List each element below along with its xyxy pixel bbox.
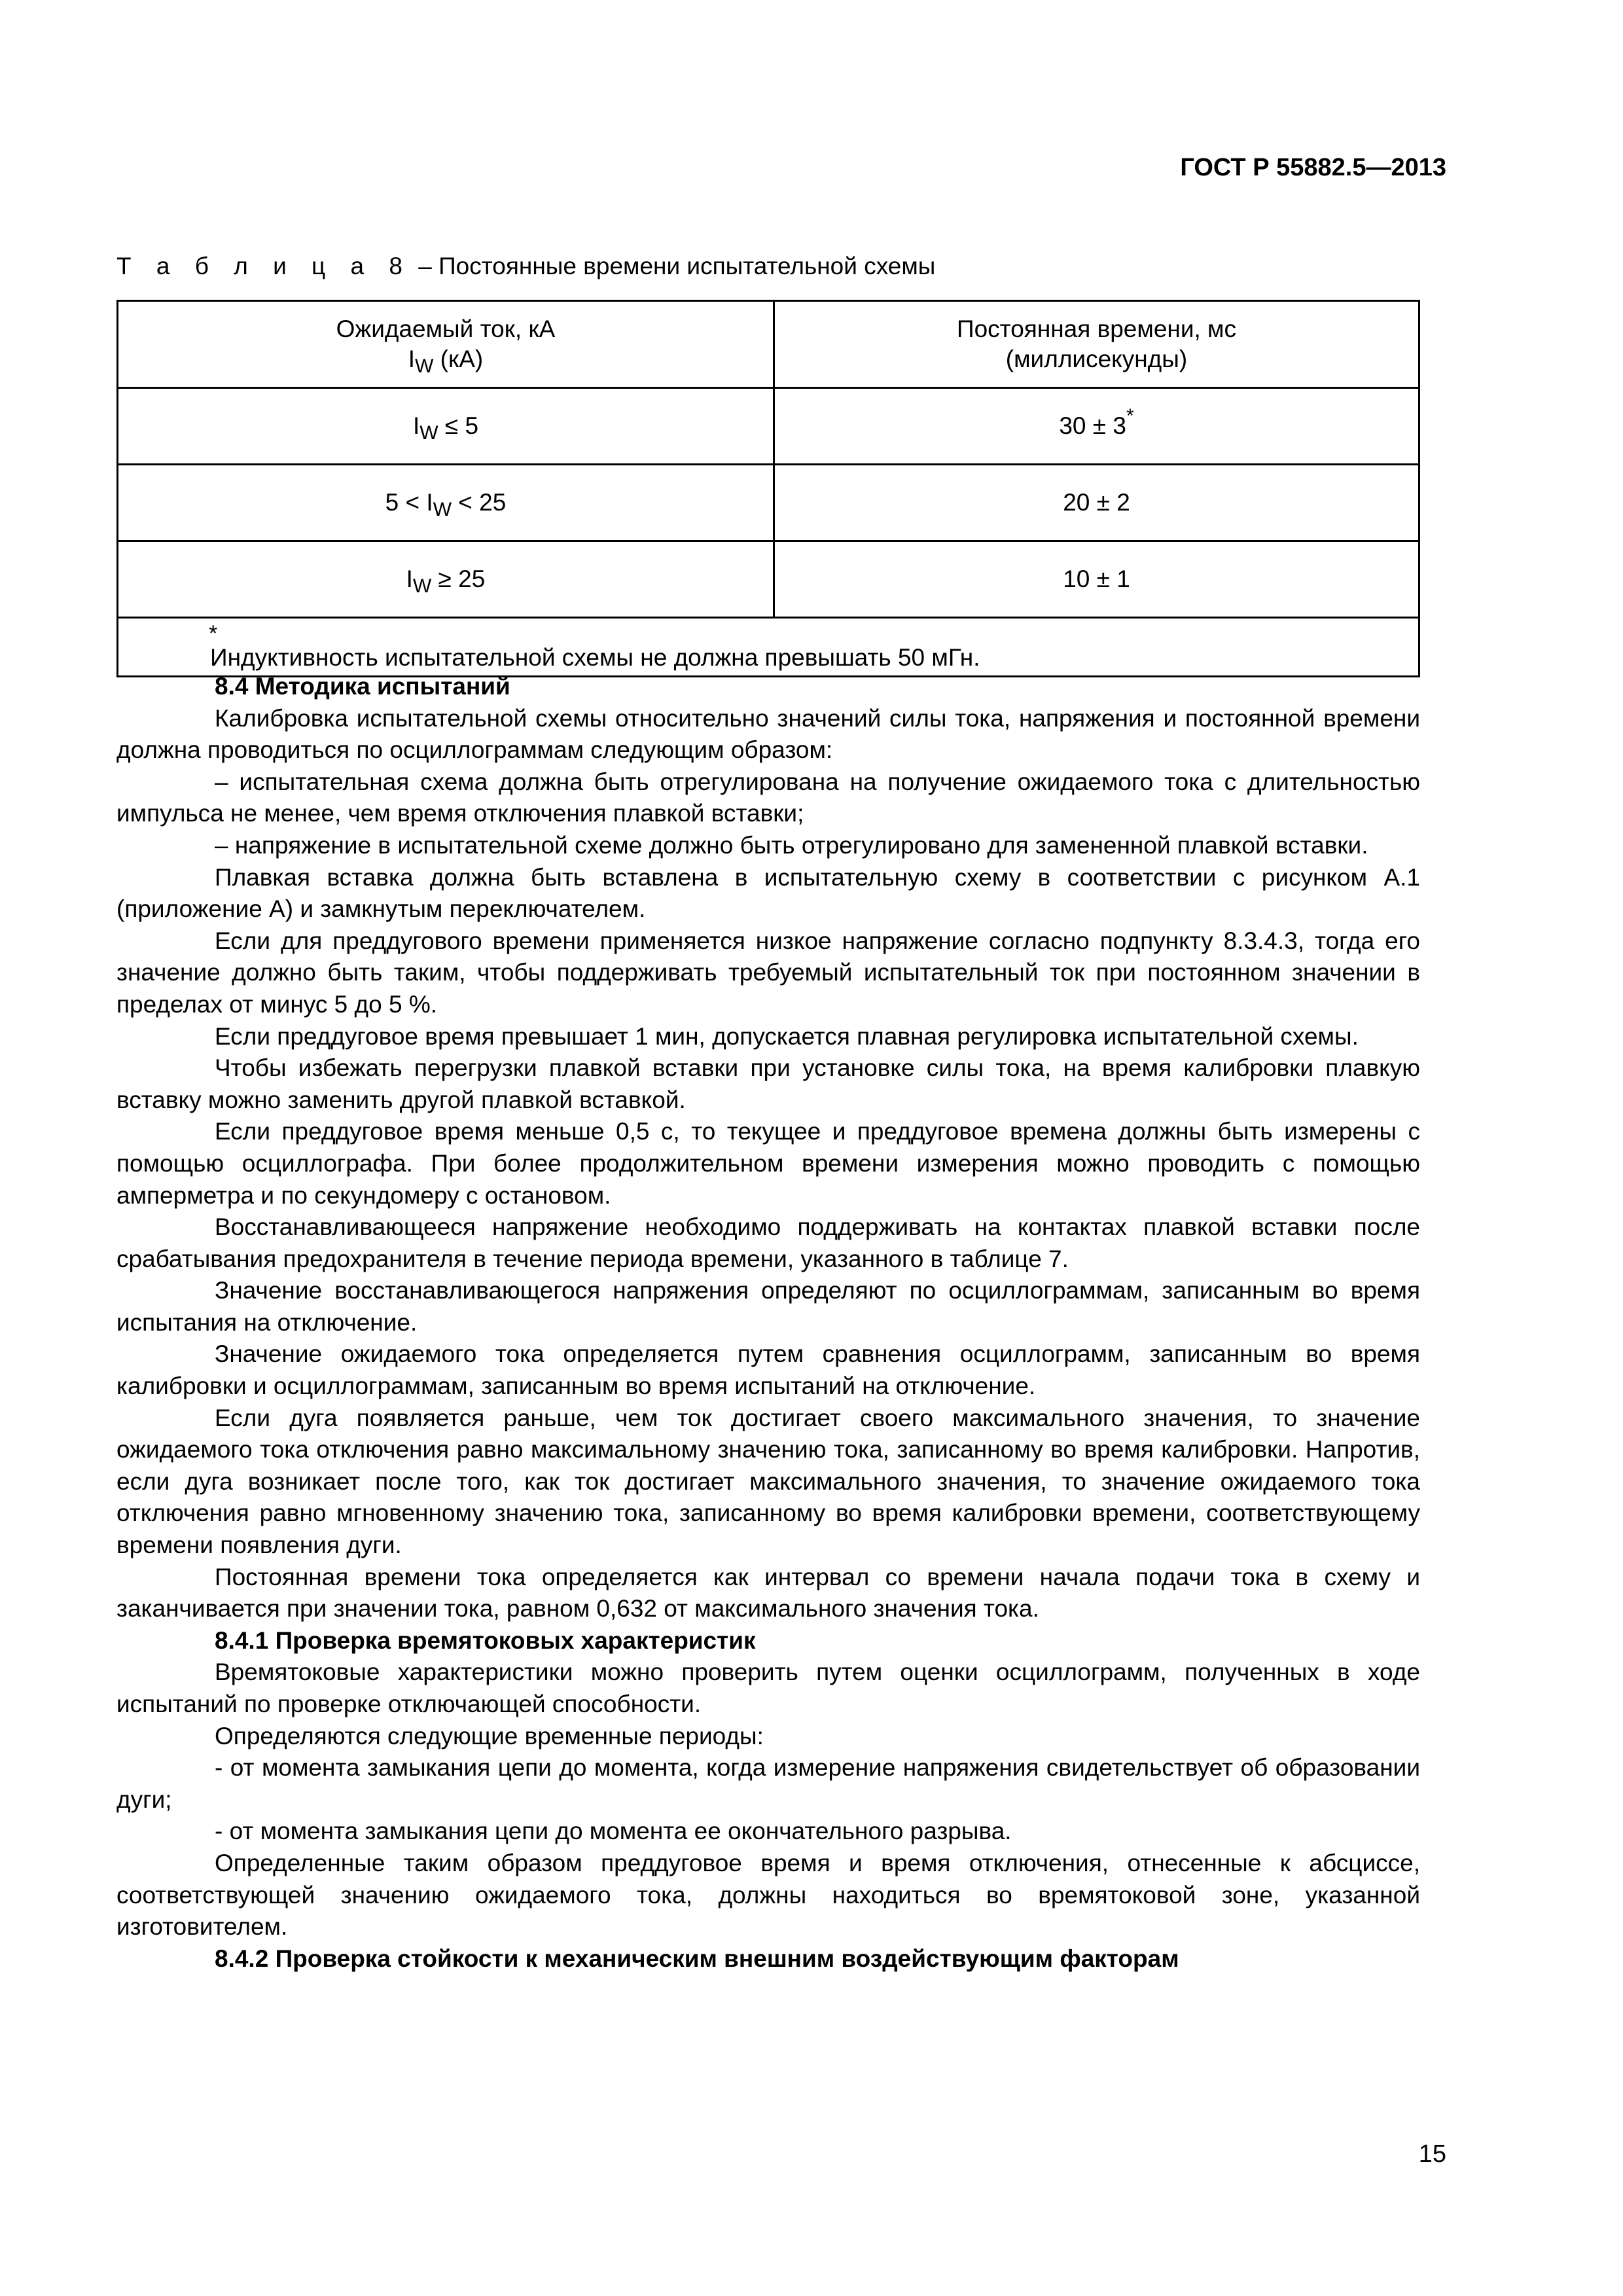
table-note-row [118,618,1419,677]
time-cell [774,388,1419,465]
table-caption [116,253,935,280]
paragraph: Постоянная времени тока определяется как интервал со времени начала подачи тока в схему и заканчивается при значении тока, равном 0,632 от максимального значения тока. [116,1563,1420,1623]
section-heading-8-4: 8.4 Методика испытаний [215,673,510,700]
footnote-mark: * [1126,404,1134,427]
paragraph: Значение восстанавливающегося напряжения определяют по осциллограммам, записанным во время испытания на отключение. [116,1277,1420,1336]
header-unit: (кА) [433,346,484,372]
note-star: * [209,621,218,646]
paragraph: Восстанавливающееся напряжение необходимо поддерживать на контактах плавкой вставки после срабатывания предохранителя в течение периода времени, указанного в таблице 7. [116,1213,1420,1272]
list-item: - от момента замыкания цепи до момента, когда измерение напряжения свидетельствует об образовании дуги; [116,1754,1420,1813]
table-caption-label: Т а б л и ц а 8 [116,253,412,279]
paragraph: Если для преддугового времени применяется низкое напряжение согласно подпункту 8.3.4.3, тогда его значение должно быть таким, чтобы поддерживать требуемый испытательный ток при постоянном значении в пределах от минус 5 до 5 %. [116,927,1420,1018]
table-note [118,618,1419,677]
time-cell: 20 ± 2 [774,465,1419,541]
section-heading-8-4-2: 8.4.2 Проверка стойкости к механическим внешним воздействующим факторам [215,1945,1179,1972]
section-heading-8-4-1: 8.4.1 Проверка времятоковых характеристик [215,1626,756,1654]
table-header-row [118,301,1419,388]
header-i-symbol: I [408,346,416,372]
current-cell [118,465,774,541]
header-expected-current-line2 [119,344,772,377]
table-row [118,388,1419,465]
page-number: 15 [1418,2140,1446,2168]
paragraph: Чтобы избежать перегрузки плавкой вставки при установке силы тока, на время калибровки плавкую вставку можно заменить другой плавкой вставкой. [116,1054,1420,1113]
paragraph: Плавкая вставка должна быть вставлена в испытательную схему в соответствии с рисунком А.1 (приложение А) и замкнутым переключателем. [116,863,1420,923]
document-code-header: ГОСТ Р 55882.5—2013 [1180,154,1446,181]
time-constants-table [116,300,1420,677]
dash-list-item: – испытательная схема должна быть отрегулирована на получение ожидаемого тока с длительностью импульса не менее, чем время отключения плавкой вставки; [116,768,1420,827]
current-prefix: 5 < I [385,488,433,516]
header-time-constant [774,301,1419,388]
current-cell [118,541,774,618]
paragraph: Если преддуговое время меньше 0,5 с, то текущее и преддуговое времена должны быть измерены с помощью осциллографа. При более продолжительном времени измерения можно проводить с помощью амперметра и по секундомеру с остановом. [116,1118,1420,1209]
list-item: - от момента замыкания цепи до момента ее окончательного разрыва. [215,1818,1012,1845]
current-condition: ≥ 25 [431,565,486,592]
current-symbol: I [412,412,420,439]
time-value: 30 ± 3 [1059,412,1126,439]
paragraph: Калибровка испытательной схемы относительно значений силы тока, напряжения и постоянной времени должна проводиться по осциллограммам следующим образом: [116,704,1420,764]
current-condition: < 25 [452,488,507,516]
paragraph: Определенные таким образом преддуговое время и время отключения, отнесенные к абсциссе, соответствующей значению ожидаемого тока, должны находиться во времятоковой зоне, указанной изготовителем. [116,1849,1420,1941]
paragraph: Если дуга появляется раньше, чем ток достигает своего максимального значения, то значение ожидаемого тока отключения равно максимальному значению тока, записанному во время калибровки. Напротив, если дуга возникает после того, как ток достигает максимального значения, то значение ожидаемого тока отключения равно мгновенному значению тока, записанному во время калибровки времени, соответствующему времени появления дуги. [116,1404,1420,1559]
paragraph: Если преддуговое время превышает 1 мин, допускается плавная регулировка испытательной схемы. [215,1022,1359,1050]
header-time-constant-line1: Постоянная времени, мс [957,315,1236,342]
header-i-subscript: W [415,355,434,377]
header-expected-current [118,301,774,388]
table-caption-text: – Постоянные времени испытательной схемы [411,253,936,279]
paragraph: Определяются следующие временные периоды: [215,1722,764,1749]
current-condition: ≤ 5 [438,412,479,439]
paragraph: Значение ожидаемого тока определяется путем сравнения осциллограмм, записанным во время калибровки и осциллограммам, записанным во время испытаний на отключение. [116,1340,1420,1400]
current-symbol: I [406,565,413,592]
header-expected-current-line1: Ожидаемый ток, кА [336,315,556,342]
document-body [116,671,1420,1975]
current-subscript: W [433,498,452,520]
table-row [118,465,1419,541]
note-text: Индуктивность испытательной схемы не должна превышать 50 мГн. [210,643,980,671]
current-cell [118,388,774,465]
current-subscript: W [412,575,432,597]
table-row [118,541,1419,618]
paragraph: Времятоковые характеристики можно проверить путем оценки осциллограмм, полученных в ходе испытаний по проверке отключающей способности. [116,1659,1420,1717]
time-cell: 10 ± 1 [774,541,1419,618]
current-subscript: W [419,422,438,444]
header-time-constant-line2: (миллисекунды) [1005,346,1188,372]
dash-list-item: – напряжение в испытательной схеме должно быть отрегулировано для замененной плавкой вставки. [215,831,1368,859]
